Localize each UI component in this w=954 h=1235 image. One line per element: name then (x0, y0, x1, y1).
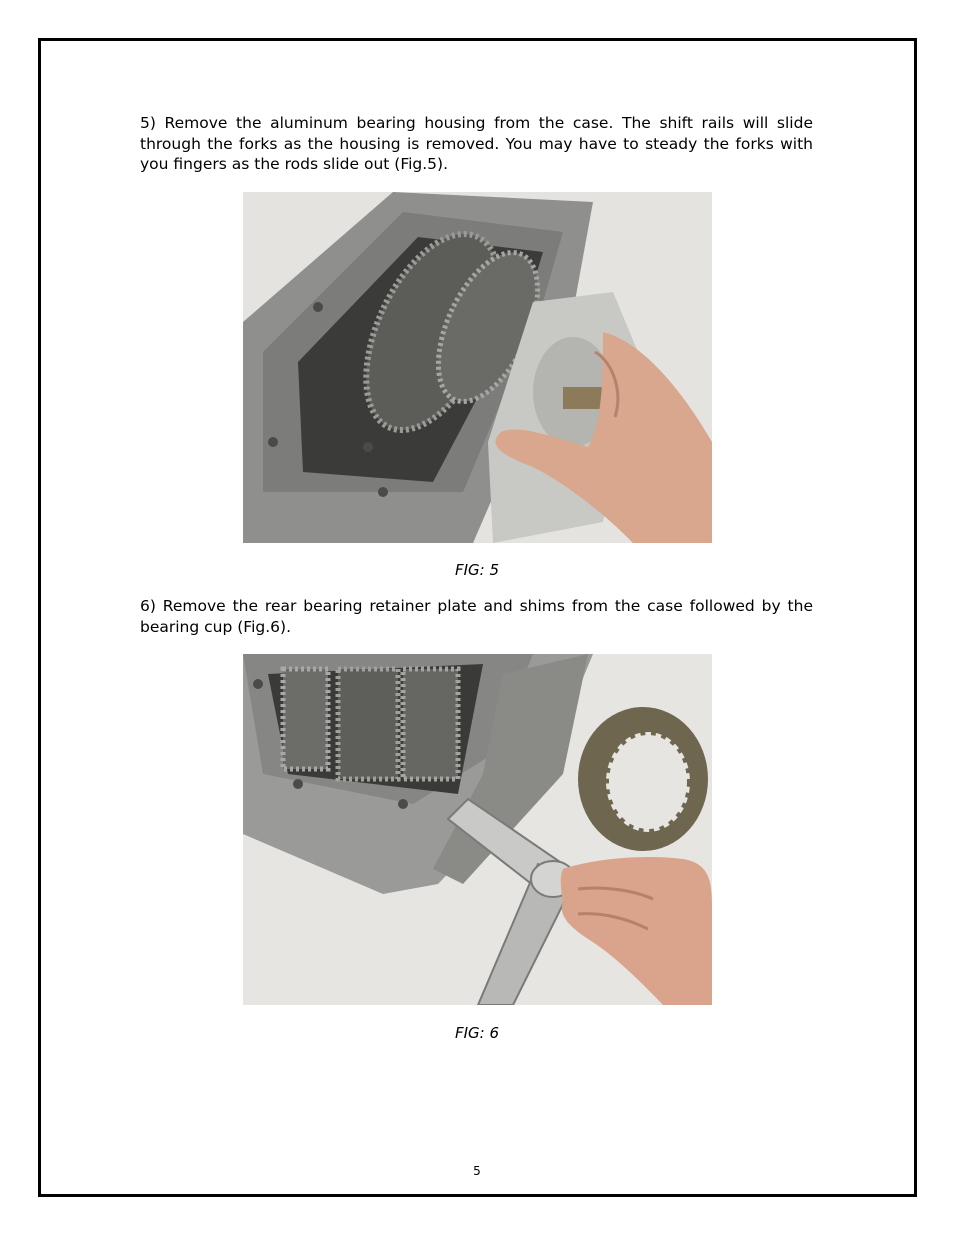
page-number: 5 (473, 1164, 481, 1178)
step-6-text: 6) Remove the rear bearing retainer plate and shims from the case followed by the bearing cup (Fig.6). (140, 597, 813, 636)
figure-6-photo (243, 654, 712, 1005)
figure-6-caption: FIG: 6 (454, 1024, 500, 1042)
figure-5-photo (243, 192, 712, 543)
figure-5-caption: FIG: 5 (454, 561, 500, 579)
step-5-text: 5) Remove the aluminum bearing housing from the case. The shift rails will slide through the forks as the housing is removed. You may have to steady the forks with you fingers as the rods slide out (Fig.5). (140, 114, 813, 173)
